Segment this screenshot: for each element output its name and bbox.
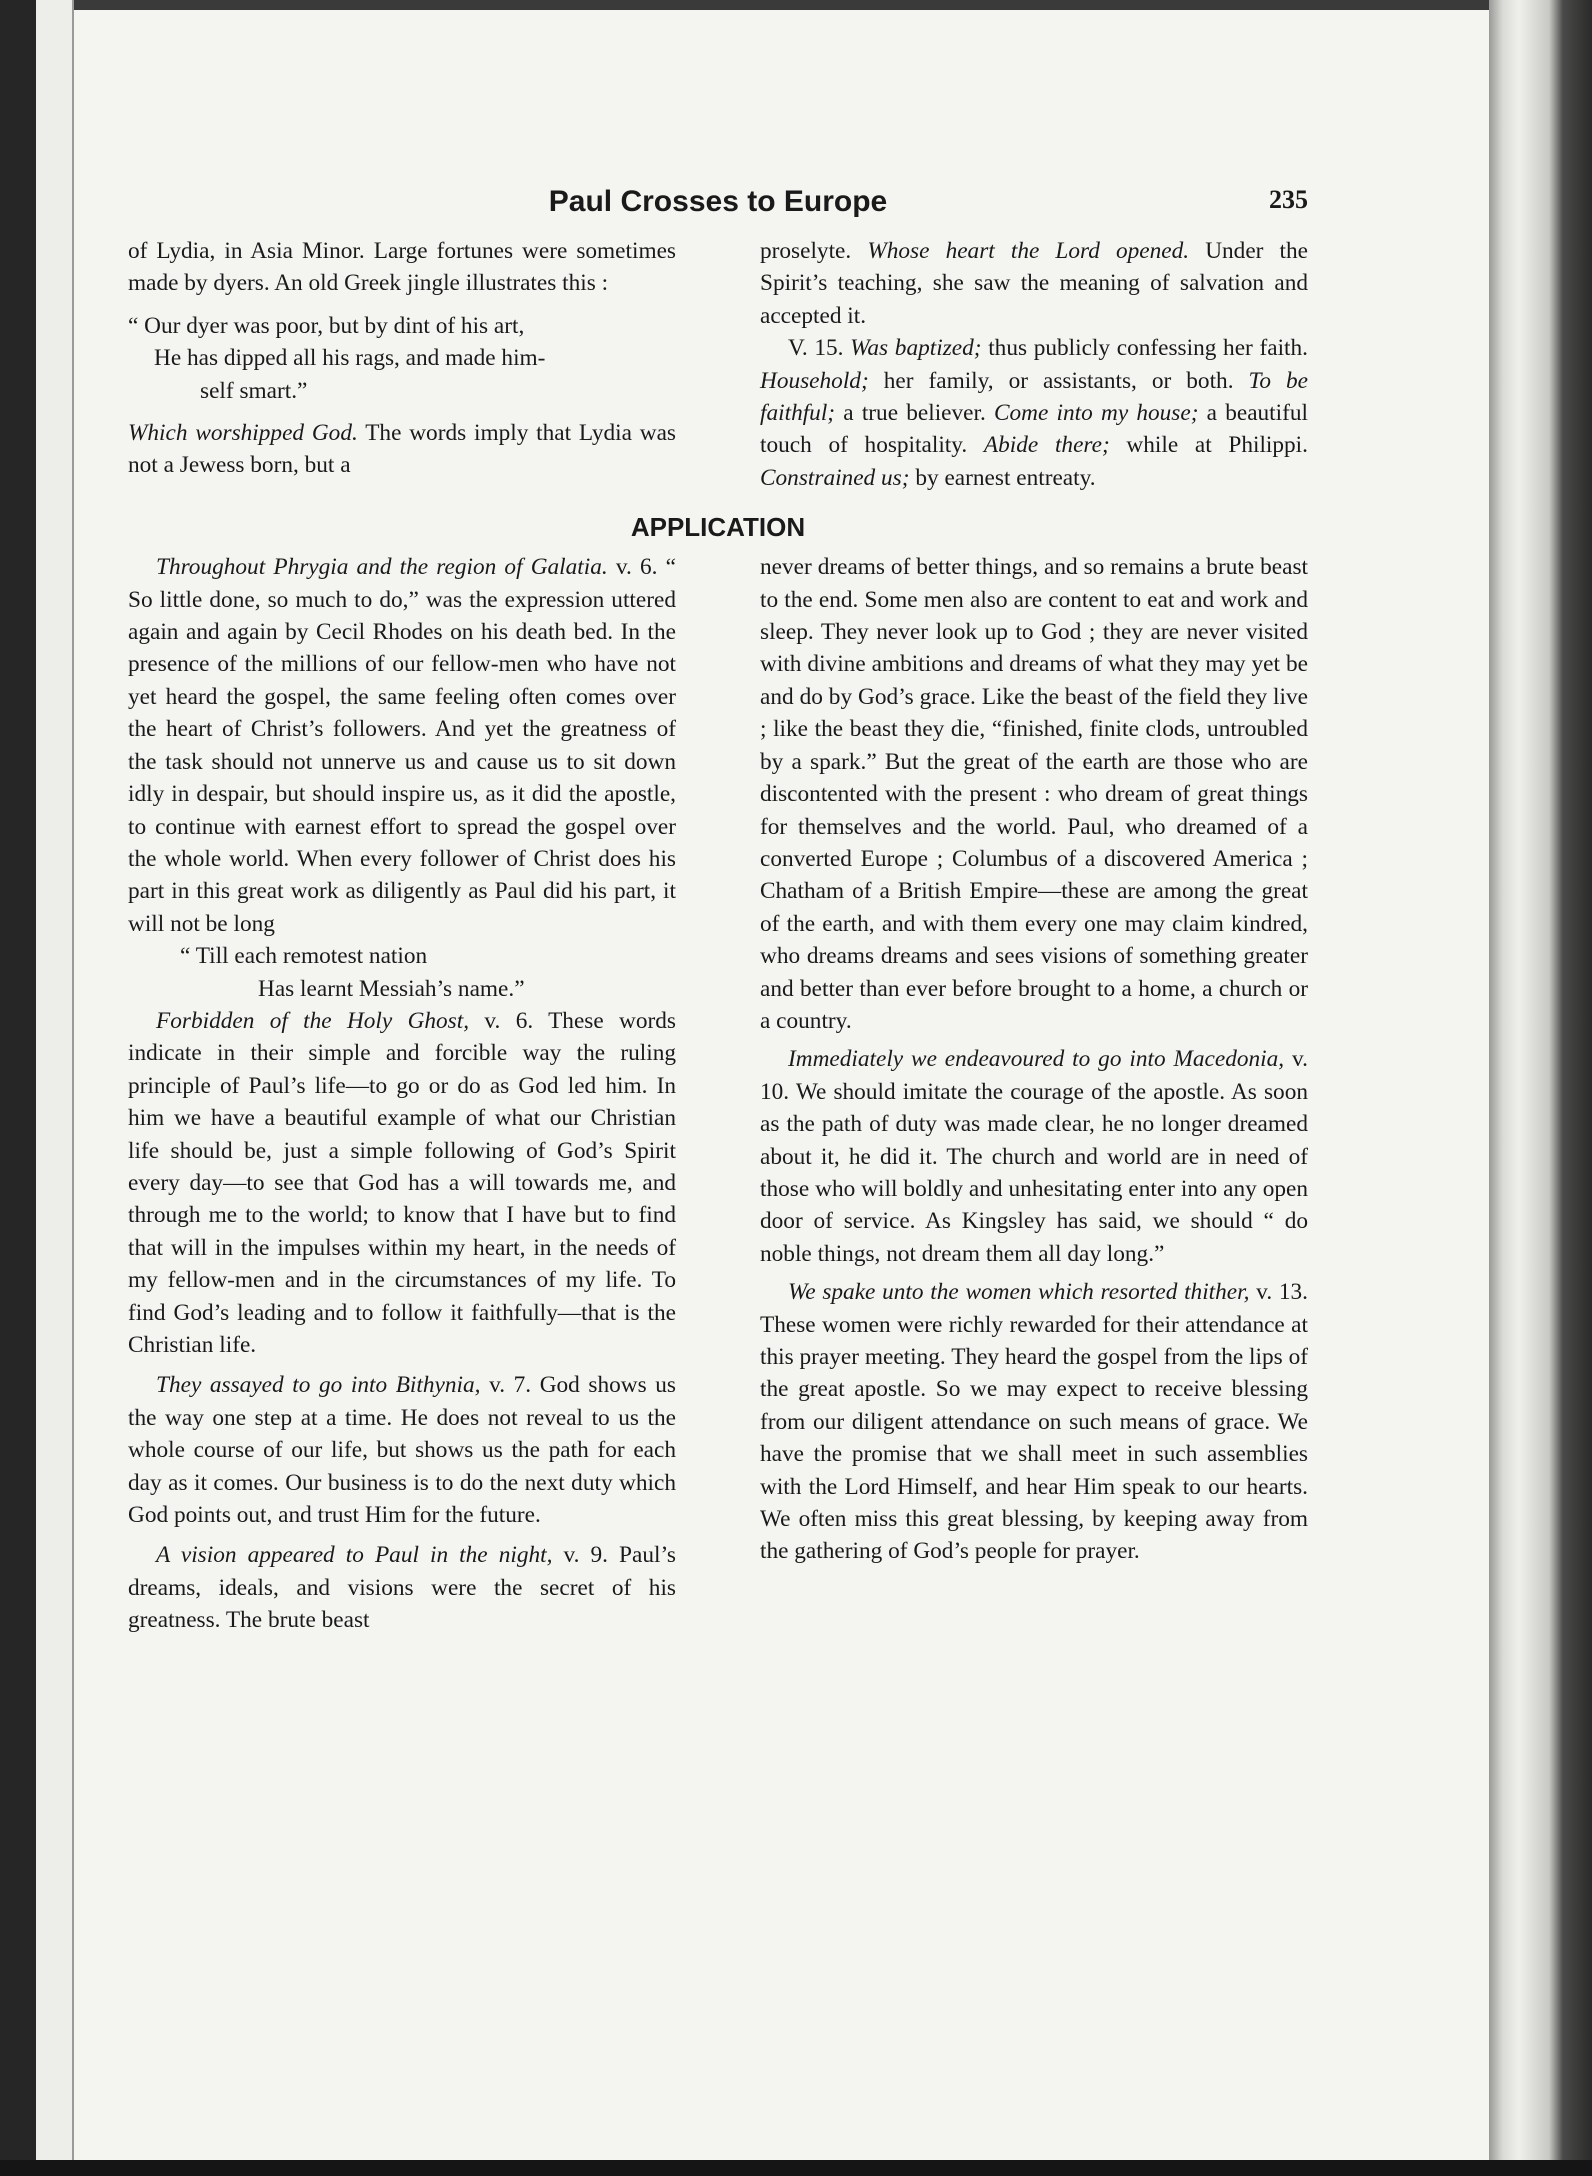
text-run: v. 10. We should imitate the courage of the apostle. As soon as the path of duty was made clear, he no longer dreamed about it, he did it. The church and world are in need of those who will boldly and unhesitating enter into any open door of service. As Kingsley has said, we should “ do noble things, not dream them all day long.”: [760, 1046, 1308, 1267]
scan-border-bottom: [0, 2160, 1592, 2176]
top-columns: [128, 235, 1308, 494]
paragraph: [760, 235, 1308, 332]
application-right-column: [760, 551, 1308, 1636]
verse-line: “ Our dyer was poor, but by dint of his art,: [128, 312, 525, 339]
paragraph: [128, 1539, 676, 1636]
emphasis: Household;: [760, 367, 869, 394]
emphasis: Immediately we endeavoured to go into Macedonia,: [788, 1046, 1285, 1073]
paragraph: never dreams of better things, and so remains a brute beast to the end. Some men also are content to eat and work and sleep. They never look up to God ; they are never visited with divine ambitions and dreams of what they may yet be and do by God’s grace. Like the beast of the field they live ; like the beast they die, “finished, finite clods, untroubled by a spark.” But the great of the earth are those who are discontented with the present : who dream of great things for themselves and the world. Paul, who dreamed of a converted Europe ; Columbus of a discovered America ; Chatham of a British Empire—these are among the great of the earth, and with them every one may claim kindred, who dreams dreams and sees visions of something greater and better than ever before brought to a home, a church or a country.: [760, 554, 1308, 1034]
facing-page-edge: [36, 0, 74, 2176]
verse-line: He has dipped all his rags, and made him-: [154, 345, 546, 372]
paragraph: of Lydia, in Asia Minor. Large fortunes were sometimes made by dyers. An old Greek jingle illustrates this :: [128, 238, 676, 297]
emphasis: Was baptized;: [850, 335, 982, 362]
emphasis: Throughout Phrygia and the region of Galatia.: [156, 554, 608, 581]
text-run: proselyte.: [760, 238, 868, 264]
paragraph: [760, 1276, 1308, 1568]
verse-line: self smart.”: [200, 377, 308, 404]
emphasis: Forbidden of the Holy Ghost,: [156, 1007, 470, 1034]
text-run: her family, or assistants, or both.: [868, 367, 1249, 394]
verse-quote: [128, 310, 676, 407]
page-content: [128, 185, 1308, 1637]
text-run: a true believer.: [835, 400, 994, 427]
hymn-quote: [128, 940, 676, 1005]
emphasis: A vision appeared to Paul in the night,: [156, 1542, 553, 1569]
paragraph: [760, 1043, 1308, 1270]
text-run: thus publicly confessing her faith.: [981, 335, 1309, 362]
verse-line: Has learnt Messiah’s name.”: [258, 975, 525, 1002]
paragraph: [128, 1369, 676, 1531]
emphasis: Constrained us;: [760, 464, 910, 491]
application-columns: [128, 551, 1308, 1636]
text-run: v. 9. Paul’s dreams, ideals, and visions were the secret of his greatness. The brute beast: [128, 1542, 676, 1634]
running-header: [128, 185, 1308, 235]
application-left-column: [128, 551, 676, 1636]
emphasis: Whose heart the Lord opened.: [867, 238, 1190, 264]
paragraph: [760, 332, 1308, 494]
text-run: Under the Spirit’s teaching, she saw the meaning of salvation and accepted it.: [760, 238, 1308, 329]
verse-line: “ Till each remotest nation: [180, 943, 428, 970]
text-run: a beautiful touch of hospitality.: [760, 400, 1309, 459]
text-run: V. 15.: [788, 335, 851, 362]
paragraph: [128, 417, 676, 482]
emphasis: Abide there;: [983, 432, 1110, 459]
paragraph: [128, 551, 676, 940]
text-run: v. 13. These women were richly rewarded for their attendance at this prayer meeting. They heard the gospel from the lips of the great apostle. So we may expect to receive blessing from our diligent attendance on such means of grace. We have the promise that we shall meet in such assemblies with the Lord Himself, and hear Him speak to our hearts. We often miss this great blessing, by keeping away from the gathering of God’s people for prayer.: [760, 1279, 1308, 1565]
text-run: v. 6. “ So little done, so much to do,” was the expression uttered again and again by Cecil Rhodes on his death bed. In the presence of the millions of our fellow-men who have not yet heard the gospel, the same feeling often comes over the heart of Christ’s followers. And yet the greatness of the task should not unnerve us and cause us to sit down idly in despair, but should inspire us, as it did the apostle, to continue with earnest effort to spread the gospel over the whole world. When every follower of Christ does his part in this great work as diligently as Paul did his part, it will not be long: [128, 554, 677, 937]
text-run: v. 6. These words indicate in their simple and forcible way the ruling principle of Paul’s life—to go or do as God led him. In him we have a beautiful example of what our Christian life should be, just a simple following of God’s Spirit every day—to see that God has a will towards me, and through me to the world; to know that I have but to find that will in the impulses within my heart, in the needs of my fellow-men and in the circumstances of my life. To find God’s leading and to follow it faithfully—that is the Christian life.: [128, 1007, 676, 1358]
text-run: v. 7. God shows us the way one step at a time. He does not reveal to us the whole course of our life, but shows us the path for each day as it comes. Our business is to do the next duty which God points out, and trust Him for the future.: [128, 1372, 676, 1529]
top-left-column: [128, 235, 676, 494]
scan-border-left: [0, 0, 36, 2176]
emphasis: They assayed to go into Bithynia,: [156, 1372, 481, 1399]
text-run: The words imply that Lydia was not a Jewess born, but a: [128, 420, 676, 479]
page-title: Paul Crosses to Europe: [548, 185, 888, 218]
book-spine-edge: [1489, 0, 1592, 2176]
emphasis: Which worshipped God.: [128, 420, 358, 447]
emphasis: We spake unto the women which resorted thither,: [788, 1279, 1250, 1306]
section-heading: APPLICATION: [630, 512, 806, 543]
paragraph: [128, 1005, 676, 1361]
emphasis: To be faithful;: [760, 367, 1308, 427]
page-number: 235: [1269, 185, 1308, 214]
text-run: while at Philippi.: [1109, 432, 1308, 459]
top-right-column: [760, 235, 1308, 494]
emphasis: Come into my house;: [994, 400, 1199, 427]
text-run: by earnest entreaty.: [909, 464, 1096, 491]
